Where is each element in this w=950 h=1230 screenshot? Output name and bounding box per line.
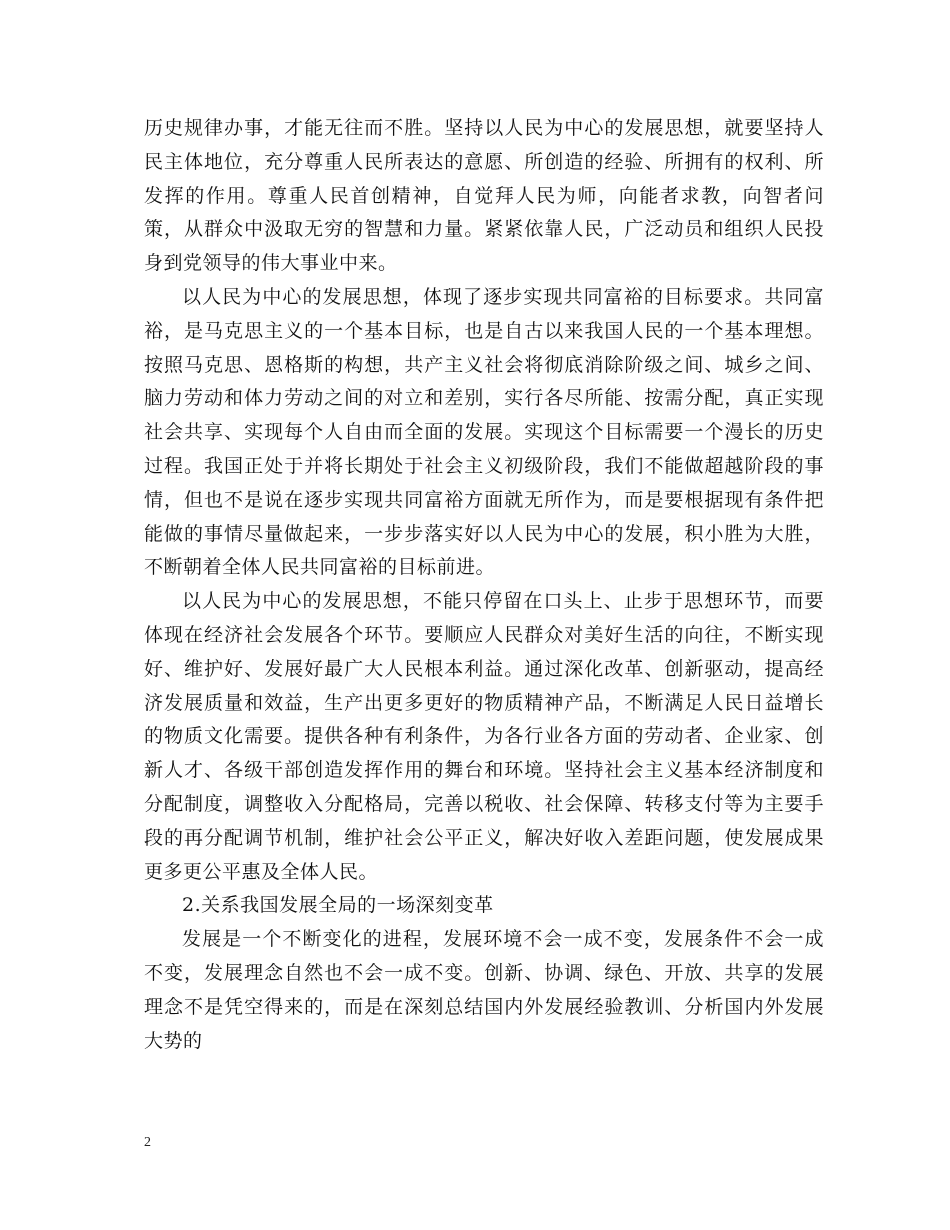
page-number: 2 xyxy=(144,1135,151,1150)
paragraph-1: 历史规律办事，才能无往而不胜。坚持以人民为中心的发展思想，就要坚持人民主体地位，充分尊重人民所表达的意愿、所创造的经验、所拥有的权利、所发挥的作用。尊重人民首创精神，自觉拜人民为师，向能者求教，向智者问策，从群众中汲取无穷的智慧和力量。紧紧依靠人民，广泛动员和组织人民投身到党领导的伟大事业中来。 xyxy=(144,117,824,275)
section-heading: 2.关系我国发展全局的一场深刻变革 xyxy=(182,894,494,917)
paragraph-3: 以人民为中心的发展思想，不能只停留在口头上、止步于思想环节，而要体现在经济社会发展各个环节。要顺应人民群众对美好生活的向往，不断实现好、维护好、发展好最广大人民根本利益。通过深化改革、创新驱动，提高经济发展质量和效益，生产出更多更好的物质精神产品，不断满足人民日益增长的物质文化需要。提供各种有利条件，为各行业各方面的劳动者、企业家、创新人才、各级干部创造发挥作用的舞台和环境。坚持社会主义基本经济制度和分配制度，调整收入分配格局，完善以税收、社会保障、转移支付等为主要手段的再分配调节机制，维护社会公平正义，解决好收入差距问题，使发展成果更多更公平惠及全体人民。 xyxy=(144,590,824,883)
document-body xyxy=(144,112,824,1058)
paragraph-2: 以人民为中心的发展思想，体现了逐步实现共同富裕的目标要求。共同富裕，是马克思主义的一个基本目标，也是自古以来我国人民的一个基本理想。按照马克思、恩格斯的构想，共产主义社会将彻底消除阶级之间、城乡之间、脑力劳动和体力劳动之间的对立和差别，实行各尽所能、按需分配，真正实现社会共享、实现每个人自由而全面的发展。实现这个目标需要一个漫长的历史过程。我国正处于并将长期处于社会主义初级阶段，我们不能做超越阶段的事情，但也不是说在逐步实现共同富裕方面就无所作为，而是要根据现有条件把能做的事情尽量做起来，一步步落实好以人民为中心的发展，积小胜为大胜，不断朝着全体人民共同富裕的目标前进。 xyxy=(144,285,824,579)
paragraph-4: 发展是一个不断变化的进程，发展环境不会一成不变，发展条件不会一成不变，发展理念自然也不会一成不变。创新、协调、绿色、开放、共享的发展理念不是凭空得来的，而是在深刻总结国内外发展经验教训、分析国内外发展大势的 xyxy=(144,928,824,1052)
